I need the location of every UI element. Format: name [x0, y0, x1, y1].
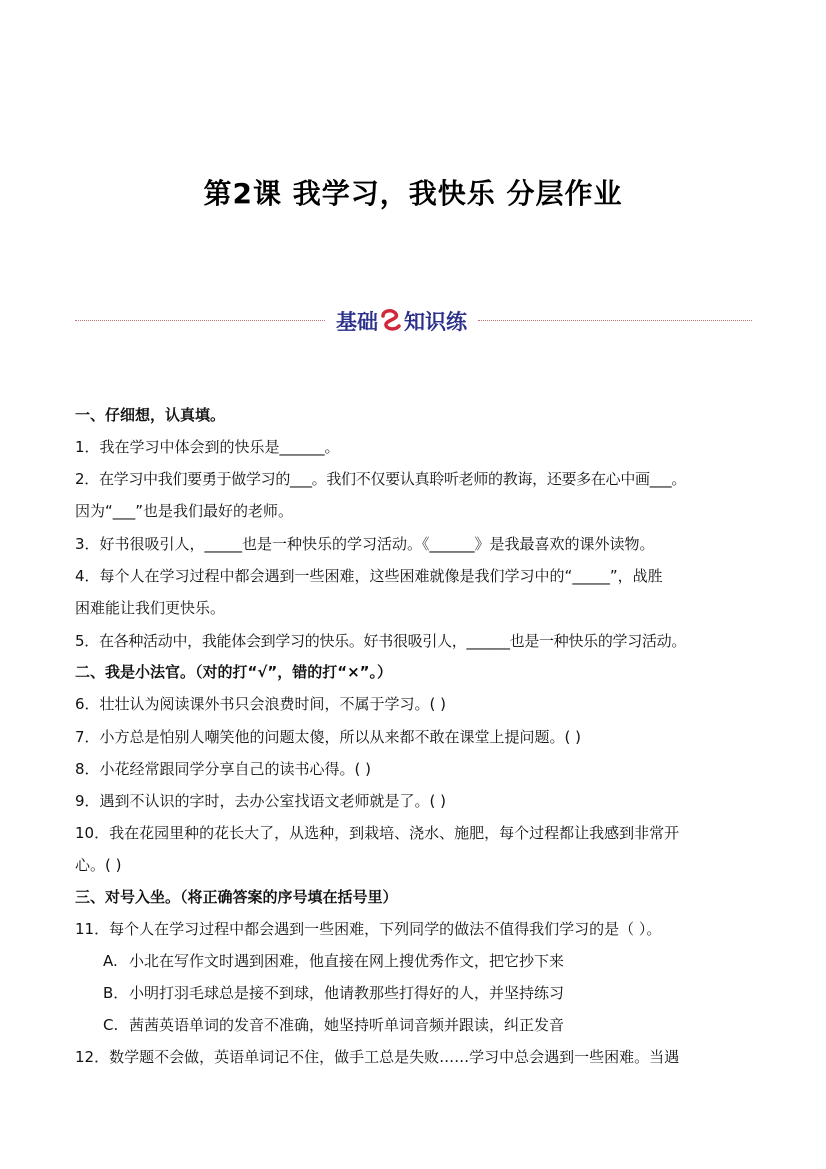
question-7: 7．小方总是怕别人嘲笑他的问题太傻，所以从来都不敢在课堂上提问题。( ) — [75, 728, 582, 746]
option-text: 小明打羽毛球总是接不到球，他请教那些打得好的人，并坚持练习 — [129, 984, 565, 1002]
question-6: 6．壮壮认为阅读课外书只会浪费时间，不属于学习。( ) — [75, 695, 447, 713]
option-b — [103, 983, 564, 1003]
section-heading-3: 三、对号入坐。（将正确答案的序号填在括号里） — [75, 888, 398, 906]
question-10-cont: 心。( ) — [75, 856, 122, 874]
option-label: C. — [103, 1016, 119, 1034]
question-8: 8．小花经常跟同学分享自己的读书心得。( ) — [75, 760, 372, 778]
question-2-cont: 因为“___”也是我们最好的老师。 — [75, 502, 294, 520]
question-11: 11．每个人在学习过程中都会遇到一些困难，下列同学的做法不值得我们学习的是（ ）。 — [75, 920, 662, 938]
question-4-cont: 困难能让我们更快乐。 — [75, 599, 226, 617]
option-label: B． — [103, 984, 129, 1002]
question-5: 5．在各种活动中，我能体会到学习的快乐。好书很吸引人，______也是一种快乐的学习活动。 — [75, 632, 687, 650]
swirl-icon — [379, 308, 403, 334]
page-title: 第2课 我学习，我快乐 分层作业 — [203, 177, 623, 210]
banner-text-2: 知识练 — [404, 310, 467, 334]
option-a — [103, 951, 564, 971]
section-banner — [325, 305, 478, 337]
section-heading-2: 二、我是小法官。（对的打“√”，错的打“×”。） — [75, 663, 393, 681]
option-text: 小北在写作文时遇到困难，他直接在网上搜优秀作文，把它抄下来 — [129, 952, 565, 970]
question-2: 2．在学习中我们要勇于做学习的___。我们不仅要认真聆听老师的教诲，还要多在心中画___。 — [75, 470, 687, 488]
banner-text-1: 基础 — [336, 310, 378, 334]
option-c — [103, 1015, 564, 1035]
question-10: 10．我在花园里种的花长大了，从选种，到栽培、浇水、施肥，每个过程都让我感到非常开 — [75, 824, 680, 842]
option-label: A. — [103, 952, 118, 970]
question-4: 4．每个人在学习过程中都会遇到一些困难，这些困难就像是我们学习中的“_____”，战胜 — [75, 567, 663, 585]
divider-right — [478, 320, 752, 321]
question-1: 1．我在学习中体会到的快乐是______。 — [75, 438, 340, 456]
question-9: 9．遇到不认识的字时，去办公室找语文老师就是了。( ) — [75, 792, 447, 810]
option-text: 茜茜英语单词的发音不准确，她坚持听单词音频并跟读，纠正发音 — [129, 1016, 565, 1034]
question-3: 3．好书很吸引人，_____也是一种快乐的学习活动。《______》是我最喜欢的课外读物。 — [75, 535, 655, 553]
section-heading-1: 一、仔细想，认真填。 — [75, 406, 226, 424]
divider-left — [75, 320, 325, 321]
question-12: 12．数学题不会做，英语单词记不住，做手工总是失败……学习中总会遇到一些困难。当遇 — [75, 1048, 680, 1066]
